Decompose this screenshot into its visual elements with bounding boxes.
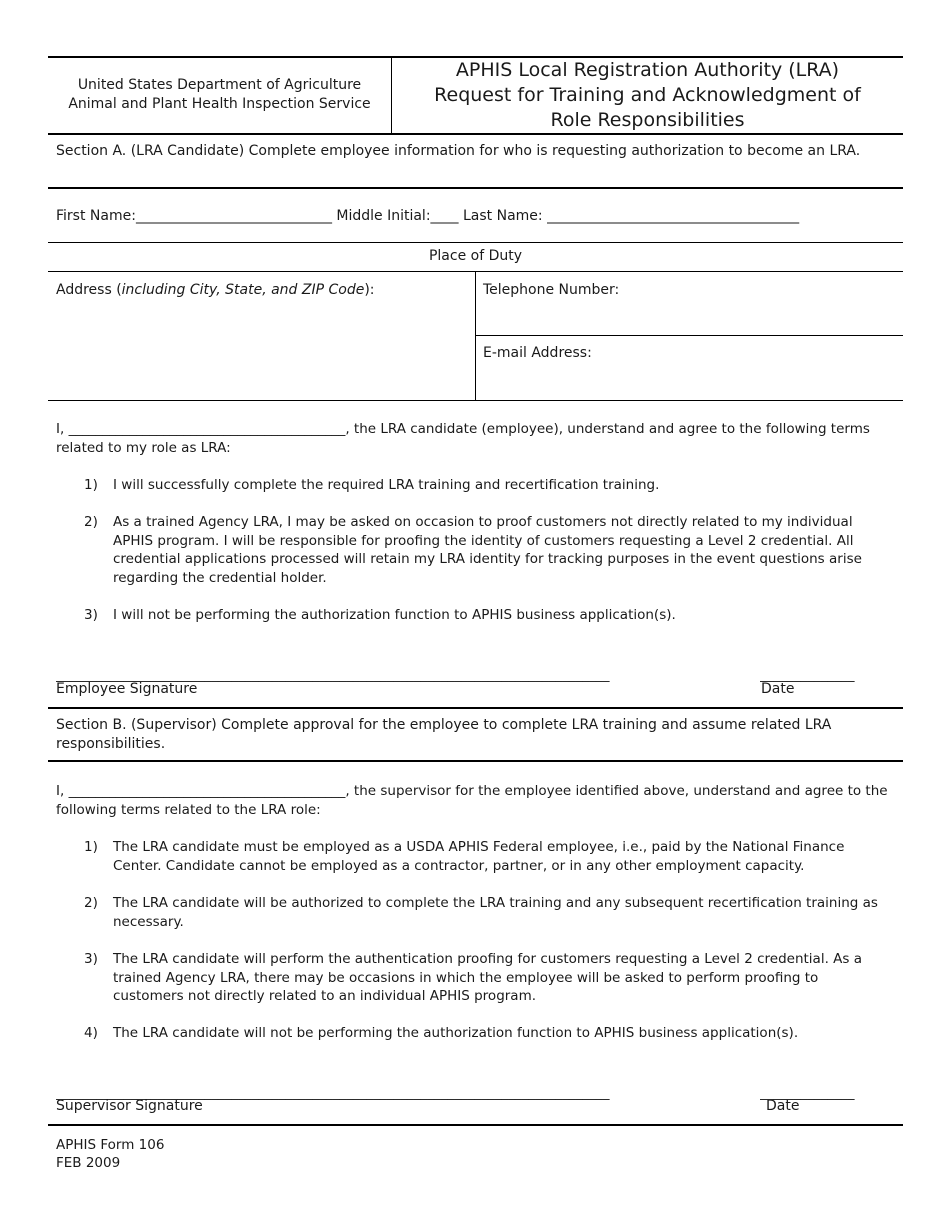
supervisor-signature-field[interactable]: __________________________________________________________________________________ [56, 1085, 610, 1101]
form-number: APHIS Form 106 [56, 1137, 165, 1153]
title-line-2: Request for Training and Acknowledgment of [434, 84, 861, 106]
first-name-field[interactable]: ____________________________ [135, 208, 332, 224]
section-b-heading-rule [48, 760, 903, 762]
title-line-3: Role Responsibilities [550, 109, 745, 131]
supervisor-date-label: Date [766, 1098, 800, 1114]
employee-signature-label: Employee Signature [56, 681, 198, 697]
first-name-label: First Name: [56, 208, 136, 224]
form-title [392, 58, 903, 133]
name-row-rule [48, 242, 903, 243]
place-of-duty-heading: Place of Duty [428, 248, 523, 264]
employee-statement: I, _________________________________________, the LRA candidate (employee), understand and agree to the following terms related to my role as LRA: [56, 421, 870, 456]
telephone-field[interactable] [476, 272, 903, 335]
section-b-top-rule [48, 707, 903, 709]
email-label: E-mail Address: [483, 345, 592, 361]
employee-name-field[interactable]: _________________________________________ [68, 421, 346, 437]
agency-name: United States Department of Agriculture [77, 77, 362, 93]
address-field[interactable] [48, 272, 475, 400]
middle-initial-field[interactable]: ____ [430, 208, 459, 224]
header-bottom-rule [48, 133, 903, 135]
last-name-label: Last Name: [463, 208, 548, 224]
last-name-field[interactable]: ____________________________________ [547, 208, 800, 224]
supervisor-statement: I, _________________________________________, the supervisor for the employee identified above, understand and agree to the following terms related to the LRA role: [56, 783, 888, 818]
section-a-heading: Section A. (LRA Candidate) Complete employee information for who is requesting authorization to become an LRA. [56, 143, 861, 159]
email-field[interactable] [476, 336, 903, 400]
address-label: Address (including City, State, and ZIP Code): [56, 282, 375, 298]
supervisor-name-field[interactable]: _________________________________________ [68, 783, 346, 799]
middle-initial-label: Middle Initial: [336, 208, 431, 224]
contact-bottom-rule [48, 400, 903, 401]
section-b-heading: Section B. (Supervisor) Complete approval for the employee to complete LRA training and assume related LRA responsibilities. [56, 717, 832, 752]
employee-date-label: Date [761, 681, 795, 697]
name-row [56, 207, 901, 226]
supervisor-signature-label: Supervisor Signature [56, 1098, 203, 1114]
footer-rule [48, 1124, 903, 1126]
section-a-heading-rule [48, 187, 903, 189]
form-date: FEB 2009 [56, 1155, 121, 1171]
agency-block [48, 76, 391, 113]
supervisor-date-field[interactable]: ______________ [760, 1085, 855, 1101]
employee-date-field[interactable]: ______________ [760, 667, 855, 683]
employee-signature-field[interactable]: __________________________________________________________________________________ [56, 667, 610, 683]
agency-service: Animal and Plant Health Inspection Service [68, 95, 371, 112]
title-line-1: APHIS Local Registration Authority (LRA) [455, 59, 840, 81]
telephone-label: Telephone Number: [483, 282, 620, 298]
